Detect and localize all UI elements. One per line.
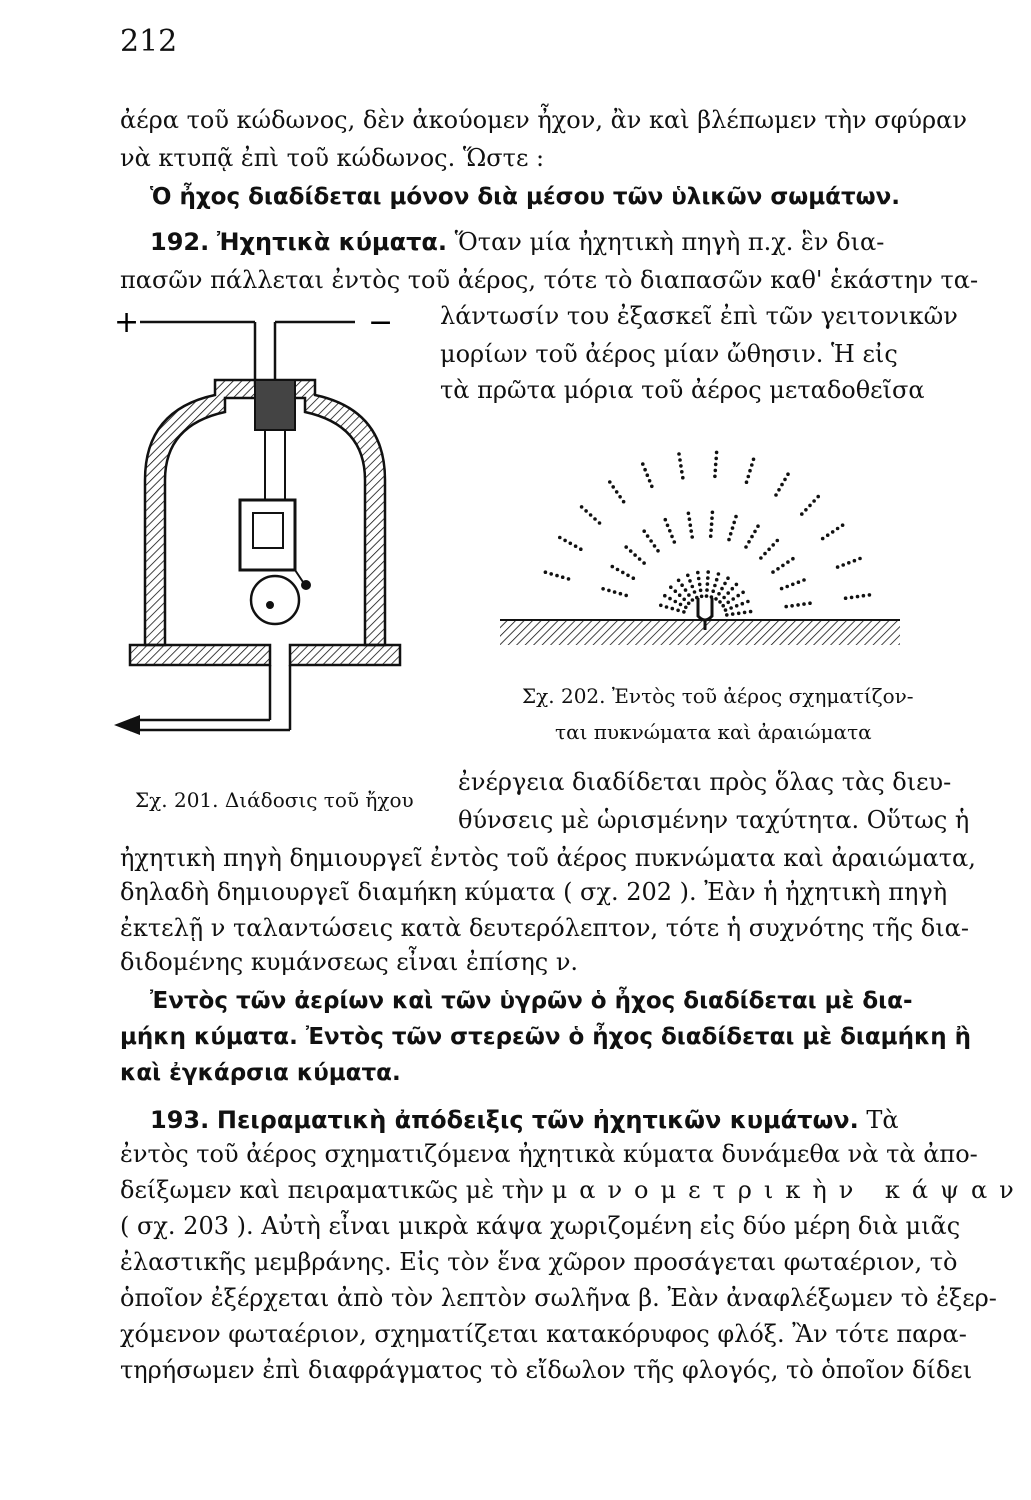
wave-dot: [641, 462, 645, 466]
wave-dot: [613, 590, 617, 594]
wave-dot: [745, 480, 749, 484]
section-193-heading: [150, 1108, 899, 1132]
principle-statement: Ἐντὸς τῶν ἀερίων καὶ τῶν ὑγρῶν ὁ ἦχος διαδίδεται μὲ δια-: [150, 988, 913, 1014]
wave-dot: [732, 521, 736, 525]
wave-dot: [684, 588, 688, 592]
wave-dot: [544, 570, 548, 574]
figure-202-sound-waves: [495, 420, 905, 655]
text-line: ἐντὸς τοῦ ἀέρος σχηματιζόμενα ἠχητικὰ κύματα δυνάμεθα νὰ τὰ ἀπο-: [120, 1140, 978, 1168]
wave-dot: [696, 571, 700, 575]
wave-dot: [687, 512, 691, 516]
wave-dot: [826, 533, 830, 537]
text-run: δείξωμεν καὶ πειραματικῶς μὲ τὴν: [120, 1176, 544, 1204]
wave-dot: [669, 585, 673, 589]
wave-dot: [746, 600, 750, 604]
wave-dot: [802, 602, 806, 606]
wave-dot: [618, 495, 622, 499]
wave-dot: [856, 595, 860, 599]
wave-dot: [783, 478, 787, 482]
wave-dot: [682, 598, 686, 602]
wave-dot: [750, 463, 754, 467]
wave-dot: [735, 604, 739, 608]
wave-dot: [677, 452, 681, 456]
wave-dot: [569, 542, 573, 546]
base-plate-right: [290, 645, 400, 665]
wave-dot: [653, 544, 657, 548]
wave-dot: [780, 587, 784, 591]
wave-dot: [763, 552, 767, 556]
wave-dot: [691, 585, 695, 589]
wave-dot: [796, 603, 800, 607]
wave-dot: [858, 557, 862, 561]
wave-dot: [710, 516, 714, 520]
wave-dot: [780, 483, 784, 487]
wave-dot: [821, 537, 825, 541]
text-line: ἐκτελῇ ν ταλαντώσεις κατὰ δευτερόλεπτον, τότε ἡ συχνότης τῆς δια-: [120, 914, 969, 942]
wave-dot: [688, 517, 692, 521]
wave-dot: [689, 529, 693, 533]
wave-dot: [615, 490, 619, 494]
wave-rays: [544, 451, 872, 617]
wave-dot: [593, 517, 597, 521]
text-line: μορίων τοῦ ἀέρος μίαν ὤθησιν. Ἡ εἰς: [440, 340, 898, 368]
wave-dot: [659, 604, 663, 608]
wave-dot: [687, 602, 691, 606]
wave-dot: [616, 568, 620, 572]
text-line: πασῶν πάλλεται ἐντὸς τοῦ ἀέρος, τότε τὸ διαπασῶν καθ' ἑκάστην τα-: [120, 266, 979, 294]
wave-dot: [776, 539, 780, 543]
wave-dot: [735, 583, 739, 587]
section-title: Πειραματικὴ ἀπόδειξις τῶν ἠχητικῶν κυμάτων.: [216, 1106, 859, 1134]
wave-dot: [555, 574, 559, 578]
wave-dot: [632, 576, 636, 580]
wave-dot: [697, 577, 701, 581]
wave-dot: [691, 598, 695, 602]
wave-dot: [670, 535, 674, 539]
ground-surface: [500, 620, 900, 645]
text-line: νὰ κτυπᾷ ἐπὶ τοῦ κώδωνος. Ὥστε :: [120, 144, 545, 172]
wave-dot: [646, 534, 650, 538]
wave-dot: [580, 505, 584, 509]
wave-dot: [687, 593, 691, 597]
wave-dot: [720, 587, 724, 591]
wave-dot: [759, 556, 763, 560]
wave-dot: [723, 582, 727, 586]
wave-dot: [785, 585, 789, 589]
text-line: λάντωσίν του ἐξασκεῖ ἐπὶ τῶν γειτονικῶν: [440, 302, 958, 330]
wave-dot: [649, 539, 653, 543]
wave-dot: [850, 596, 854, 600]
wave-dot: [663, 594, 667, 598]
wave-dot: [776, 567, 780, 571]
wave-dot: [847, 561, 851, 565]
wave-dot: [790, 604, 794, 608]
wave-dot: [561, 575, 565, 579]
wave-dot: [677, 579, 681, 583]
wave-dot: [699, 589, 703, 593]
wave-dot: [714, 463, 718, 467]
text-line: ἀέρα τοῦ κώδωνος, δὲν ἀκούομεν ἦχον, ἂν καὶ βλέπωμεν τὴν σφύραν: [120, 106, 967, 134]
text-line: ἐλαστικῆς μεμβράνης. Εἰς τὸν ἕνα χῶρον προσάγεται φωταέριον, τὸ: [120, 1248, 958, 1276]
wave-dot: [698, 583, 702, 587]
wave-dot: [841, 523, 845, 527]
section-title: Ἠχητικὰ κύματα.: [216, 228, 448, 256]
wave-dot: [619, 592, 623, 596]
wave-dot: [748, 469, 752, 473]
wave-dot: [731, 597, 735, 601]
wave-dot: [706, 582, 710, 586]
arrow-icon: [114, 715, 140, 735]
wave-dot: [680, 470, 684, 474]
wave-dot: [804, 508, 808, 512]
wave-dot: [717, 572, 721, 576]
wave-dot: [680, 583, 684, 587]
wave-dot: [710, 522, 714, 526]
section-number: 192.: [150, 228, 210, 256]
wave-dot: [741, 602, 745, 606]
wave-dot: [650, 485, 654, 489]
wave-dot: [729, 606, 733, 610]
text-line: ἠχητικὴ πηγὴ δημιουργεῖ ἐντὸς τοῦ ἀέρος πυκνώματα καὶ ἀραιώματα,: [120, 844, 976, 872]
wave-dot: [771, 543, 775, 547]
wave-dot: [767, 548, 771, 552]
wave-dot: [601, 587, 605, 591]
wave-dot: [741, 591, 745, 595]
principle-statement: Ὁ ἦχος διαδίδεται μόνον διὰ μέσου τῶν ὑλικῶν σωμάτων.: [150, 184, 901, 210]
wave-dot: [713, 584, 717, 588]
principle-statement: μήκη κύματα. Ἐντὸς τῶν στερεῶν ὁ ἦχος διαδίδεται μὲ διαμήκη ἢ: [120, 1024, 972, 1050]
wave-dot: [624, 545, 628, 549]
wave-dot: [786, 472, 790, 476]
wave-dot: [868, 593, 872, 597]
wave-dot: [621, 571, 625, 575]
wave-dot: [646, 473, 650, 477]
bell-mechanism: [240, 430, 310, 624]
wave-dot: [836, 527, 840, 531]
wave-dot: [700, 595, 704, 599]
wave-dot: [624, 594, 628, 598]
wave-dot: [836, 565, 840, 569]
wave-dot: [718, 600, 722, 604]
wave-dot: [812, 499, 816, 503]
wave-dot: [673, 540, 677, 544]
wave-dot: [706, 576, 710, 580]
wave-dot: [711, 589, 715, 593]
wave-dot: [729, 532, 733, 536]
wave-dot: [608, 480, 612, 484]
wave-dot: [862, 594, 866, 598]
wave-dot: [747, 540, 751, 544]
wave-dot: [749, 610, 753, 614]
wave-dot: [709, 528, 713, 532]
wave-dot: [721, 604, 725, 608]
wire-terminals: [140, 322, 355, 385]
wave-dot: [736, 594, 740, 598]
wave-dot: [844, 596, 848, 600]
wave-dot: [816, 495, 820, 499]
wave-dot: [786, 560, 790, 564]
wave-dot: [731, 587, 735, 591]
wave-dot: [705, 588, 709, 592]
wave-dot: [656, 549, 660, 553]
wave-dot: [674, 589, 678, 593]
wave-dot: [800, 512, 804, 516]
wave-dot: [752, 458, 756, 462]
text-run: Τὰ: [866, 1106, 899, 1134]
wave-dot: [629, 549, 633, 553]
wave-dot: [678, 458, 682, 462]
wave-dot: [711, 511, 715, 515]
wave-dot: [681, 476, 685, 480]
wave-dot: [791, 557, 795, 561]
wave-dot: [714, 469, 718, 473]
wave-dot: [715, 578, 719, 582]
wave-dot: [747, 475, 751, 479]
wave-dot: [549, 572, 553, 576]
wave-dot: [705, 594, 709, 598]
wave-dot: [643, 468, 647, 472]
wave-dot: [678, 593, 682, 597]
wave-dot: [714, 457, 718, 461]
wave-dot: [724, 608, 728, 612]
wave-dot: [679, 603, 683, 607]
principle-statement: καὶ ἐγκάρσια κύματα.: [120, 1060, 401, 1086]
wave-dot: [791, 583, 795, 587]
wave-dot: [797, 580, 801, 584]
wave-dot: [737, 612, 741, 616]
wave-dot: [648, 479, 652, 483]
figure-202-caption: Σχ. 202. Ἐντὸς τοῦ ἀέρος σχηματίζον-: [522, 684, 914, 708]
wave-dot: [558, 536, 562, 540]
text-line: θύνσεις μὲ ὡρισμένην ταχύτητα. Οὕτως ἡ: [458, 806, 970, 834]
wave-dot: [638, 557, 642, 561]
base-plate-left: [130, 645, 270, 665]
wave-dot: [802, 578, 806, 582]
wave-dot: [693, 590, 697, 594]
spaced-term: μανομετρικὴν κάψαν: [551, 1176, 1026, 1204]
figure-201-caption: Σχ. 201. Διάδοσις τοῦ ἤχου: [135, 788, 414, 812]
wave-dot: [756, 524, 760, 528]
wave-dot: [633, 553, 637, 557]
wave-dot: [722, 596, 726, 600]
section-number: 193.: [150, 1106, 210, 1134]
wave-dot: [715, 451, 719, 455]
wave-dot: [717, 592, 721, 596]
text-line: ( σχ. 203 ). Αὐτὴ εἶναι μικρὰ κάψα χωριζομένη εἰς δύο μέρη διὰ μιᾶς: [120, 1212, 961, 1240]
plus-label: +: [114, 305, 140, 340]
wave-dot: [686, 574, 690, 578]
wave-dot: [611, 485, 615, 489]
wave-dot: [607, 589, 611, 593]
wave-dot: [726, 601, 730, 605]
wave-dot: [668, 597, 672, 601]
wave-dot: [642, 529, 646, 533]
wave-dot: [688, 579, 692, 583]
wave-dot: [777, 488, 781, 492]
wave-dot: [574, 544, 578, 548]
wave-dot: [598, 521, 602, 525]
wave-dot: [668, 529, 672, 533]
wave-dot: [726, 591, 730, 595]
wave-dot: [679, 464, 683, 468]
wave-dot: [784, 605, 788, 609]
wave-dot: [567, 577, 571, 581]
text-line: δηλαδὴ δημιουργεῖ διαμήκη κύματα ( σχ. 202 ). Ἐὰν ἡ ἠχητικὴ πηγὴ: [120, 878, 948, 906]
wave-dot: [808, 504, 812, 508]
wave-dot: [674, 600, 678, 604]
wave-dot: [642, 561, 646, 565]
wave-dot: [579, 547, 583, 551]
text-line: ὁποῖον ἐξέρχεται ἀπὸ τὸν λεπτὸν σωλῆνα β. Ἐὰν ἀναφλέξωμεν τὸ ἐξερ-: [120, 1284, 997, 1312]
wave-dot: [671, 607, 675, 611]
wave-dot: [743, 611, 747, 615]
page-number: 212: [120, 24, 178, 59]
wave-dot: [731, 526, 735, 530]
wave-dot: [682, 610, 686, 614]
text-line: τηρήσωμεν ἐπὶ διαφράγματος τὸ εἴδωλον τῆς φλογός, τὸ ὁποῖον δίδει: [120, 1356, 973, 1384]
text-run: Ὅταν μία ἠχητικὴ πηγὴ π.χ. ἓν δια-: [454, 228, 885, 256]
text-line: τὰ πρῶτα μόρια τοῦ ἀέρος μεταδοθεῖσα: [440, 376, 925, 404]
wave-dot: [709, 534, 713, 538]
stopper: [255, 380, 295, 430]
wave-dot: [666, 524, 670, 528]
wave-dot: [563, 539, 567, 543]
wave-dot: [584, 509, 588, 513]
figure-202-caption: ται πυκνώματα καὶ ἀραιώματα: [555, 720, 872, 744]
wave-dot: [831, 530, 835, 534]
wave-dot: [714, 597, 718, 601]
wave-dot: [734, 515, 738, 519]
wave-dot: [808, 601, 812, 605]
wave-dot: [750, 535, 754, 539]
text-line: χόμενον φωταέριον, σχηματίζεται κατακόρυφος φλόξ. Ἂν τότε παρα-: [120, 1320, 967, 1348]
section-192-heading: [150, 230, 884, 254]
figure-201-bell-jar: [110, 300, 420, 740]
wave-dot: [665, 605, 669, 609]
wave-dot: [589, 513, 593, 517]
text-line: διδομένης κυμάνσεως εἶναι ἐπίσης ν.: [120, 948, 579, 976]
wave-dot: [731, 612, 735, 616]
wave-dot: [744, 545, 748, 549]
wave-dot: [753, 530, 757, 534]
wave-dot: [611, 565, 615, 569]
wave-dot: [727, 538, 731, 542]
text-line: [120, 1178, 1026, 1202]
wave-dot: [725, 613, 729, 617]
wave-dot: [690, 535, 694, 539]
wave-dot: [853, 559, 857, 563]
wave-dot: [626, 574, 630, 578]
exhaust-pipe: [130, 665, 290, 730]
wave-dot: [781, 564, 785, 568]
wave-dot: [664, 518, 668, 522]
wave-dot: [684, 606, 688, 610]
wave-dot: [841, 563, 845, 567]
wave-dot: [726, 576, 730, 580]
wave-dot: [771, 570, 775, 574]
wave-dot: [622, 500, 626, 504]
text-line: ἐνέργεια διαδίδεται πρὸς ὅλας τὰς διευ-: [458, 768, 952, 796]
wave-dot: [689, 523, 693, 527]
wave-dot: [706, 570, 710, 574]
wave-dot: [676, 609, 680, 613]
minus-label: −: [368, 305, 394, 340]
wave-dot: [713, 475, 717, 479]
wave-dot: [774, 493, 778, 497]
